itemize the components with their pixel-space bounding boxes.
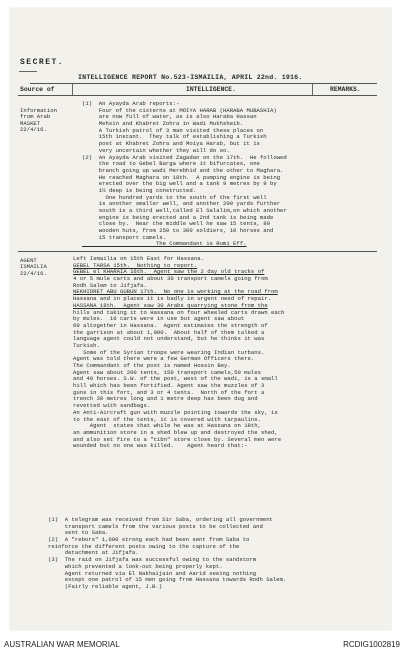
- text-line: Four of the cisterns at MOIYA HARAB (HARABA MUBASHIA): [82, 106, 277, 114]
- text-line: engine is being erected and a 2nd tank is being made: [82, 213, 274, 221]
- source-arab-line: 22/4/16.: [20, 126, 47, 134]
- classification-underline: [19, 71, 37, 72]
- header-rule-bottom: [18, 95, 377, 96]
- text-line: revetted with sandbags.: [73, 402, 151, 410]
- text-line: 15th instant. They talk of establishing a Turkish: [82, 133, 267, 141]
- text-line: is another smaller well, and another 200 yards further: [82, 200, 281, 208]
- archive-name: AUSTRALIAN WAR MEMORIAL: [4, 640, 120, 649]
- text-line: Rodh Salem to Jifjafa.: [73, 281, 147, 289]
- text-line: A Turkish patrol of 3 man visited these places on: [82, 126, 264, 134]
- text-line: 4 or 5 mule carts and about 30 transport camels going from: [73, 275, 268, 283]
- text-line: reinforce the different posts owing to the capture of the: [48, 542, 240, 550]
- text-line: One hundred yards to the south of the first well: [82, 193, 267, 201]
- text-line: Agent saw about 200 tents, 150 transport camels,50 mules: [73, 368, 261, 376]
- text-line: Agent states that while he was at Hassana on 18th,: [73, 422, 261, 430]
- source-agent-line: AGENT: [20, 257, 37, 264]
- text-line: very uncertain whether they will do so.: [82, 146, 230, 154]
- source-arab: [20, 108, 57, 134]
- text-line: Turkish.: [73, 341, 100, 349]
- text-line: except one patrol of 15 men going from Hassana towards Rodh Salem.: [48, 576, 287, 584]
- report-title: INTELLIGENCE REPORT No.523-ISMAILIA, APRIL 22nd. 1916.: [78, 74, 303, 81]
- text-line: to the east of the tents, it is covered with tarpaulins.: [73, 415, 261, 423]
- text-line: wooden huts, from 250 to 300 soldiers, 10 horses and: [82, 227, 274, 235]
- text-line: (2) A "rebors" 1,000 strong each had been sent from Saba to: [48, 536, 250, 544]
- text-line: NEKHIDRET ABU GUBUN 17th. No one is working at the road from: [73, 288, 278, 296]
- text-line: erected over the big well and a tank 9 metres by 9 by: [82, 180, 277, 188]
- source-arab-line: MASKET: [20, 119, 41, 127]
- text-line: branch going up wadi Merebhid and the other to Maghara.: [82, 166, 284, 174]
- text-line: guns in this fort, and 3 or 4 tents. North of the fort a: [73, 388, 265, 396]
- text-line: south is a third well,called El Salalim,on which another: [82, 207, 287, 214]
- text-line: the road to Gebel Barga where it bifurcates, one: [82, 160, 260, 168]
- arab-report-text: [82, 101, 287, 248]
- text-line: are now full of water, as is also Haraba Hassan: [82, 113, 257, 121]
- text-line: Agent returned via El Nakhaijain and Aarid seeing nothing: [48, 569, 257, 577]
- text-line: Left Ismailia on 15th East for Hassana.: [73, 255, 204, 262]
- text-line: language agent could not understand, but he thinks it was: [73, 335, 265, 343]
- text-line: (Fairly reliable agent, J.B.): [48, 582, 163, 590]
- archive-footer: [0, 636, 404, 654]
- text-line: wounded but no one was killed. Agent heard that:-: [73, 442, 248, 450]
- text-line: Hassana and in places it is badly in urgent need of repair.: [73, 295, 272, 303]
- text-line: An Anti-Aircraft gun with muzzle pointing towards the sky, is: [73, 408, 278, 416]
- header-rule-top: [30, 83, 377, 84]
- classification-label: SECRET.: [20, 58, 65, 67]
- text-line: 15 transport camels.: [82, 233, 166, 241]
- text-line: The Commandant of the post is named Hossin Bey.: [73, 362, 231, 369]
- text-line: (3) The raid on Jifjafa was successful owing to the sandstorm: [48, 556, 257, 564]
- source-arab-line: Information: [20, 107, 57, 114]
- text-line: (1) A telegram was received from Sir Saba, ordering all government: [48, 516, 273, 523]
- column-divider-right: [312, 84, 313, 95]
- text-line: Mehsin and Khabret Zohra in Wadi Mukhsheib.: [82, 120, 244, 128]
- text-line: by mules. 10 carts were in use but agent saw about: [73, 315, 245, 323]
- text-line: (2) An Ayayda Arab visited Zagadan on the 17th. He followed: [82, 153, 287, 161]
- text-line: (1) An Ayayda Arab reports:-: [82, 100, 180, 107]
- source-agent: [20, 258, 47, 277]
- text-line: and 40 horses. S.W. of the post, west of the wadi, is a small: [73, 375, 278, 383]
- text-line: sent to Saba.: [48, 529, 109, 537]
- source-agent-line: 22/4/16.: [20, 269, 47, 277]
- source-agent-line: ISMAILIA: [20, 263, 47, 271]
- text-line: the garrison at about 1,000. About half of them talked a: [73, 328, 265, 336]
- archive-reference: RCDIG1002819: [343, 640, 400, 649]
- agent-report-text: [73, 256, 284, 450]
- text-line: He reached Maghara on 18th. A pumping engine is being: [82, 173, 281, 181]
- column-header-source: Source of: [20, 86, 55, 93]
- text-line: which prevented a look-out being properly kept.: [48, 562, 223, 570]
- column-header-intelligence: INTELLIGENCE.: [186, 86, 236, 93]
- text-line: hills and taking it to Hassana on four wheeled carts drawn each: [73, 308, 285, 316]
- text-line: Some of the Syrian troops were wearing Indian turbans.: [73, 348, 265, 356]
- text-line: and also set fire to a "tibn" store close by. Several men were: [73, 435, 282, 443]
- text-line: an ammunition store in a shed blew up and destroyed the shed,: [73, 428, 278, 436]
- text-line: GEBEL TARSA 15th. Nothing to report.: [73, 261, 198, 269]
- text-line: close by. Near the middle well he saw 15 tents, 80: [82, 220, 270, 228]
- text-line: The Commandant is Rumi Eff.: [82, 240, 247, 248]
- text-line: trench 30 metres long and 1 metre deep has been dug and: [73, 395, 258, 403]
- text-line: transport camels from the various posts to be collected and: [48, 522, 263, 530]
- source-arab-line: from Arab: [20, 113, 51, 121]
- text-line: GEBEL el KHARAIA 16th. Agent saw the 2 day old tracks of: [73, 268, 265, 276]
- column-divider-left: [72, 84, 73, 95]
- text-line: Agent was told there were a few German Officers there.: [73, 355, 255, 363]
- text-line: detachment at Jifjafa.: [48, 549, 139, 557]
- text-line: hill which has been fortified. Agent saw the muzzles of 3: [73, 382, 265, 390]
- text-line: HASSANA 18th. Agent saw 30 Arabs quarrying stone from the: [73, 301, 268, 309]
- text-line: 60 altogether in Hassana. Agent estimates the strength of: [73, 321, 268, 329]
- column-header-remarks: REMARKS.: [330, 86, 361, 93]
- text-line: 1½ deep is being constructed.: [82, 186, 197, 194]
- text-line: post at Khabret Zohra and Moiya Harab, but it is: [82, 140, 260, 148]
- agent-heard-list: [48, 517, 286, 591]
- section-divider: [18, 251, 377, 252]
